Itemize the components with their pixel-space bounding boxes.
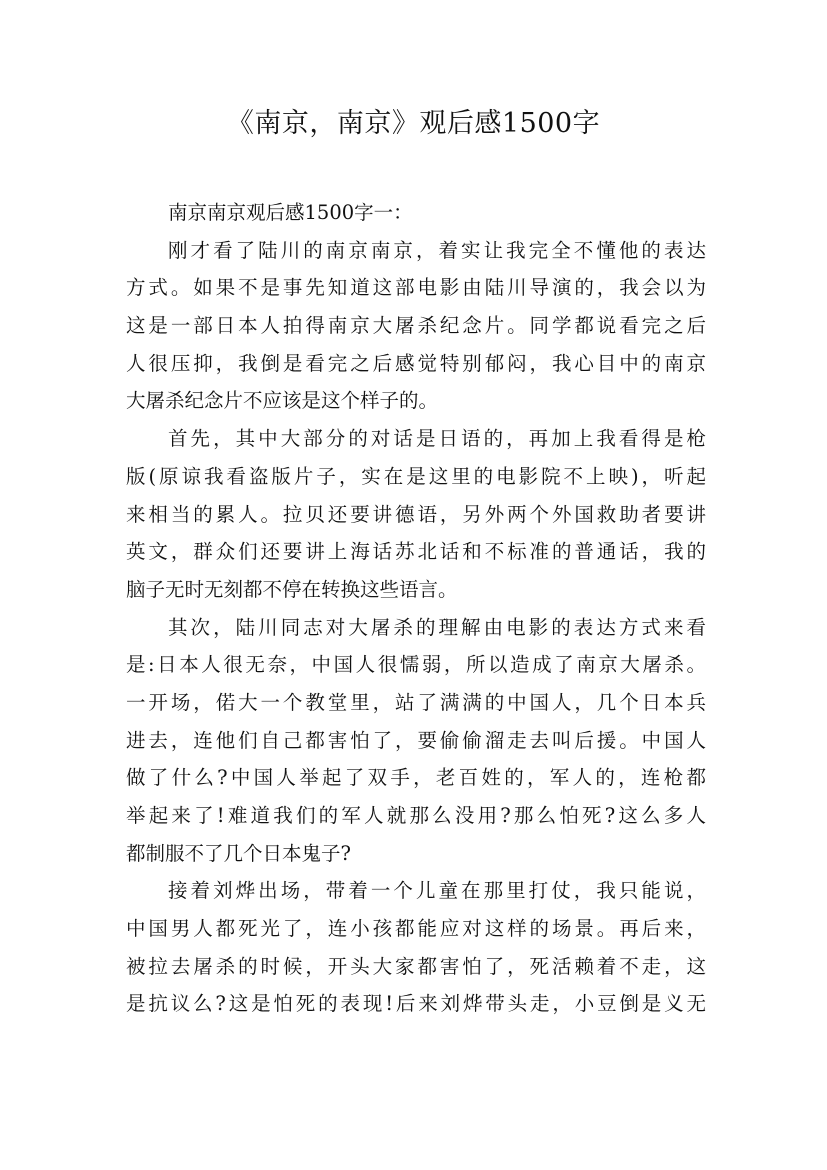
paragraph-2-line-2: 版(原谅我看盗版片子，实在是这里的电影院不上映)，听起 bbox=[126, 464, 706, 488]
paragraph-3-line-7: 都制服不了几个日本鬼子? bbox=[126, 841, 351, 865]
paragraph-1-line-1: 刚才看了陆川的南京南京，着实让我完全不懂他的表达 bbox=[168, 238, 706, 262]
paragraph-1-line-5: 大屠杀纪念片不应该是这个样子的。 bbox=[126, 389, 439, 413]
paragraph-4-line-3: 被拉去屠杀的时候，开头大家都害怕了，死活赖着不走，这 bbox=[126, 954, 706, 978]
paragraph-1-line-4: 人很压抑，我倒是看完之后感觉特别郁闷，我心目中的南京 bbox=[126, 351, 706, 375]
paragraph-3-line-3: 一开场，偌大一个教堂里，站了满满的中国人，几个日本兵 bbox=[126, 690, 706, 714]
paragraph-4-line-4: 是抗议么?这是怕死的表现!后来刘烨带头走，小豆倒是义无 bbox=[126, 992, 706, 1016]
paragraph-3-line-1: 其次，陆川同志对大屠杀的理解由电影的表达方式来看 bbox=[168, 615, 706, 639]
paragraph-1-line-3: 这是一部日本人拍得南京大屠杀纪念片。同学都说看完之后 bbox=[126, 314, 706, 338]
paragraph-1-line-2: 方式。如果不是事先知道这部电影由陆川导演的，我会以为 bbox=[126, 276, 706, 300]
paragraph-2-line-3: 来相当的累人。拉贝还要讲德语，另外两个外国救助者要讲 bbox=[126, 502, 706, 526]
paragraph-4-line-2: 中国男人都死光了，连小孩都能应对这样的场景。再后来， bbox=[126, 917, 706, 941]
paragraph-2-line-1: 首先，其中大部分的对话是日语的，再加上我看得是枪 bbox=[168, 427, 706, 451]
section-heading: 南京南京观后感1500字一： bbox=[168, 201, 413, 224]
paragraph-3-line-4: 进去，连他们自己都害怕了，要偷偷溜走去叫后援。中国人 bbox=[126, 728, 706, 752]
document-body bbox=[126, 194, 706, 1023]
paragraph-3-line-6: 举起来了!难道我们的军人就那么没用?那么怕死?这么多人 bbox=[126, 804, 706, 827]
paragraph-2-line-5: 脑子无时无刻都不停在转换这些语言。 bbox=[126, 577, 458, 601]
paragraph-3-line-5: 做了什么?中国人举起了双手，老百姓的，军人的，连枪都 bbox=[126, 766, 706, 790]
paragraph-3-line-2: 是:日本人很无奈，中国人很懦弱，所以造成了南京大屠杀。 bbox=[126, 653, 706, 677]
paragraph-2-line-4: 英文，群众们还要讲上海话苏北话和不标准的普通话，我的 bbox=[126, 540, 706, 564]
paragraph-4-line-1: 接着刘烨出场，带着一个儿童在那里打仗，我只能说， bbox=[168, 879, 706, 903]
document-title: 《南京，南京》观后感1500字 bbox=[226, 108, 601, 139]
